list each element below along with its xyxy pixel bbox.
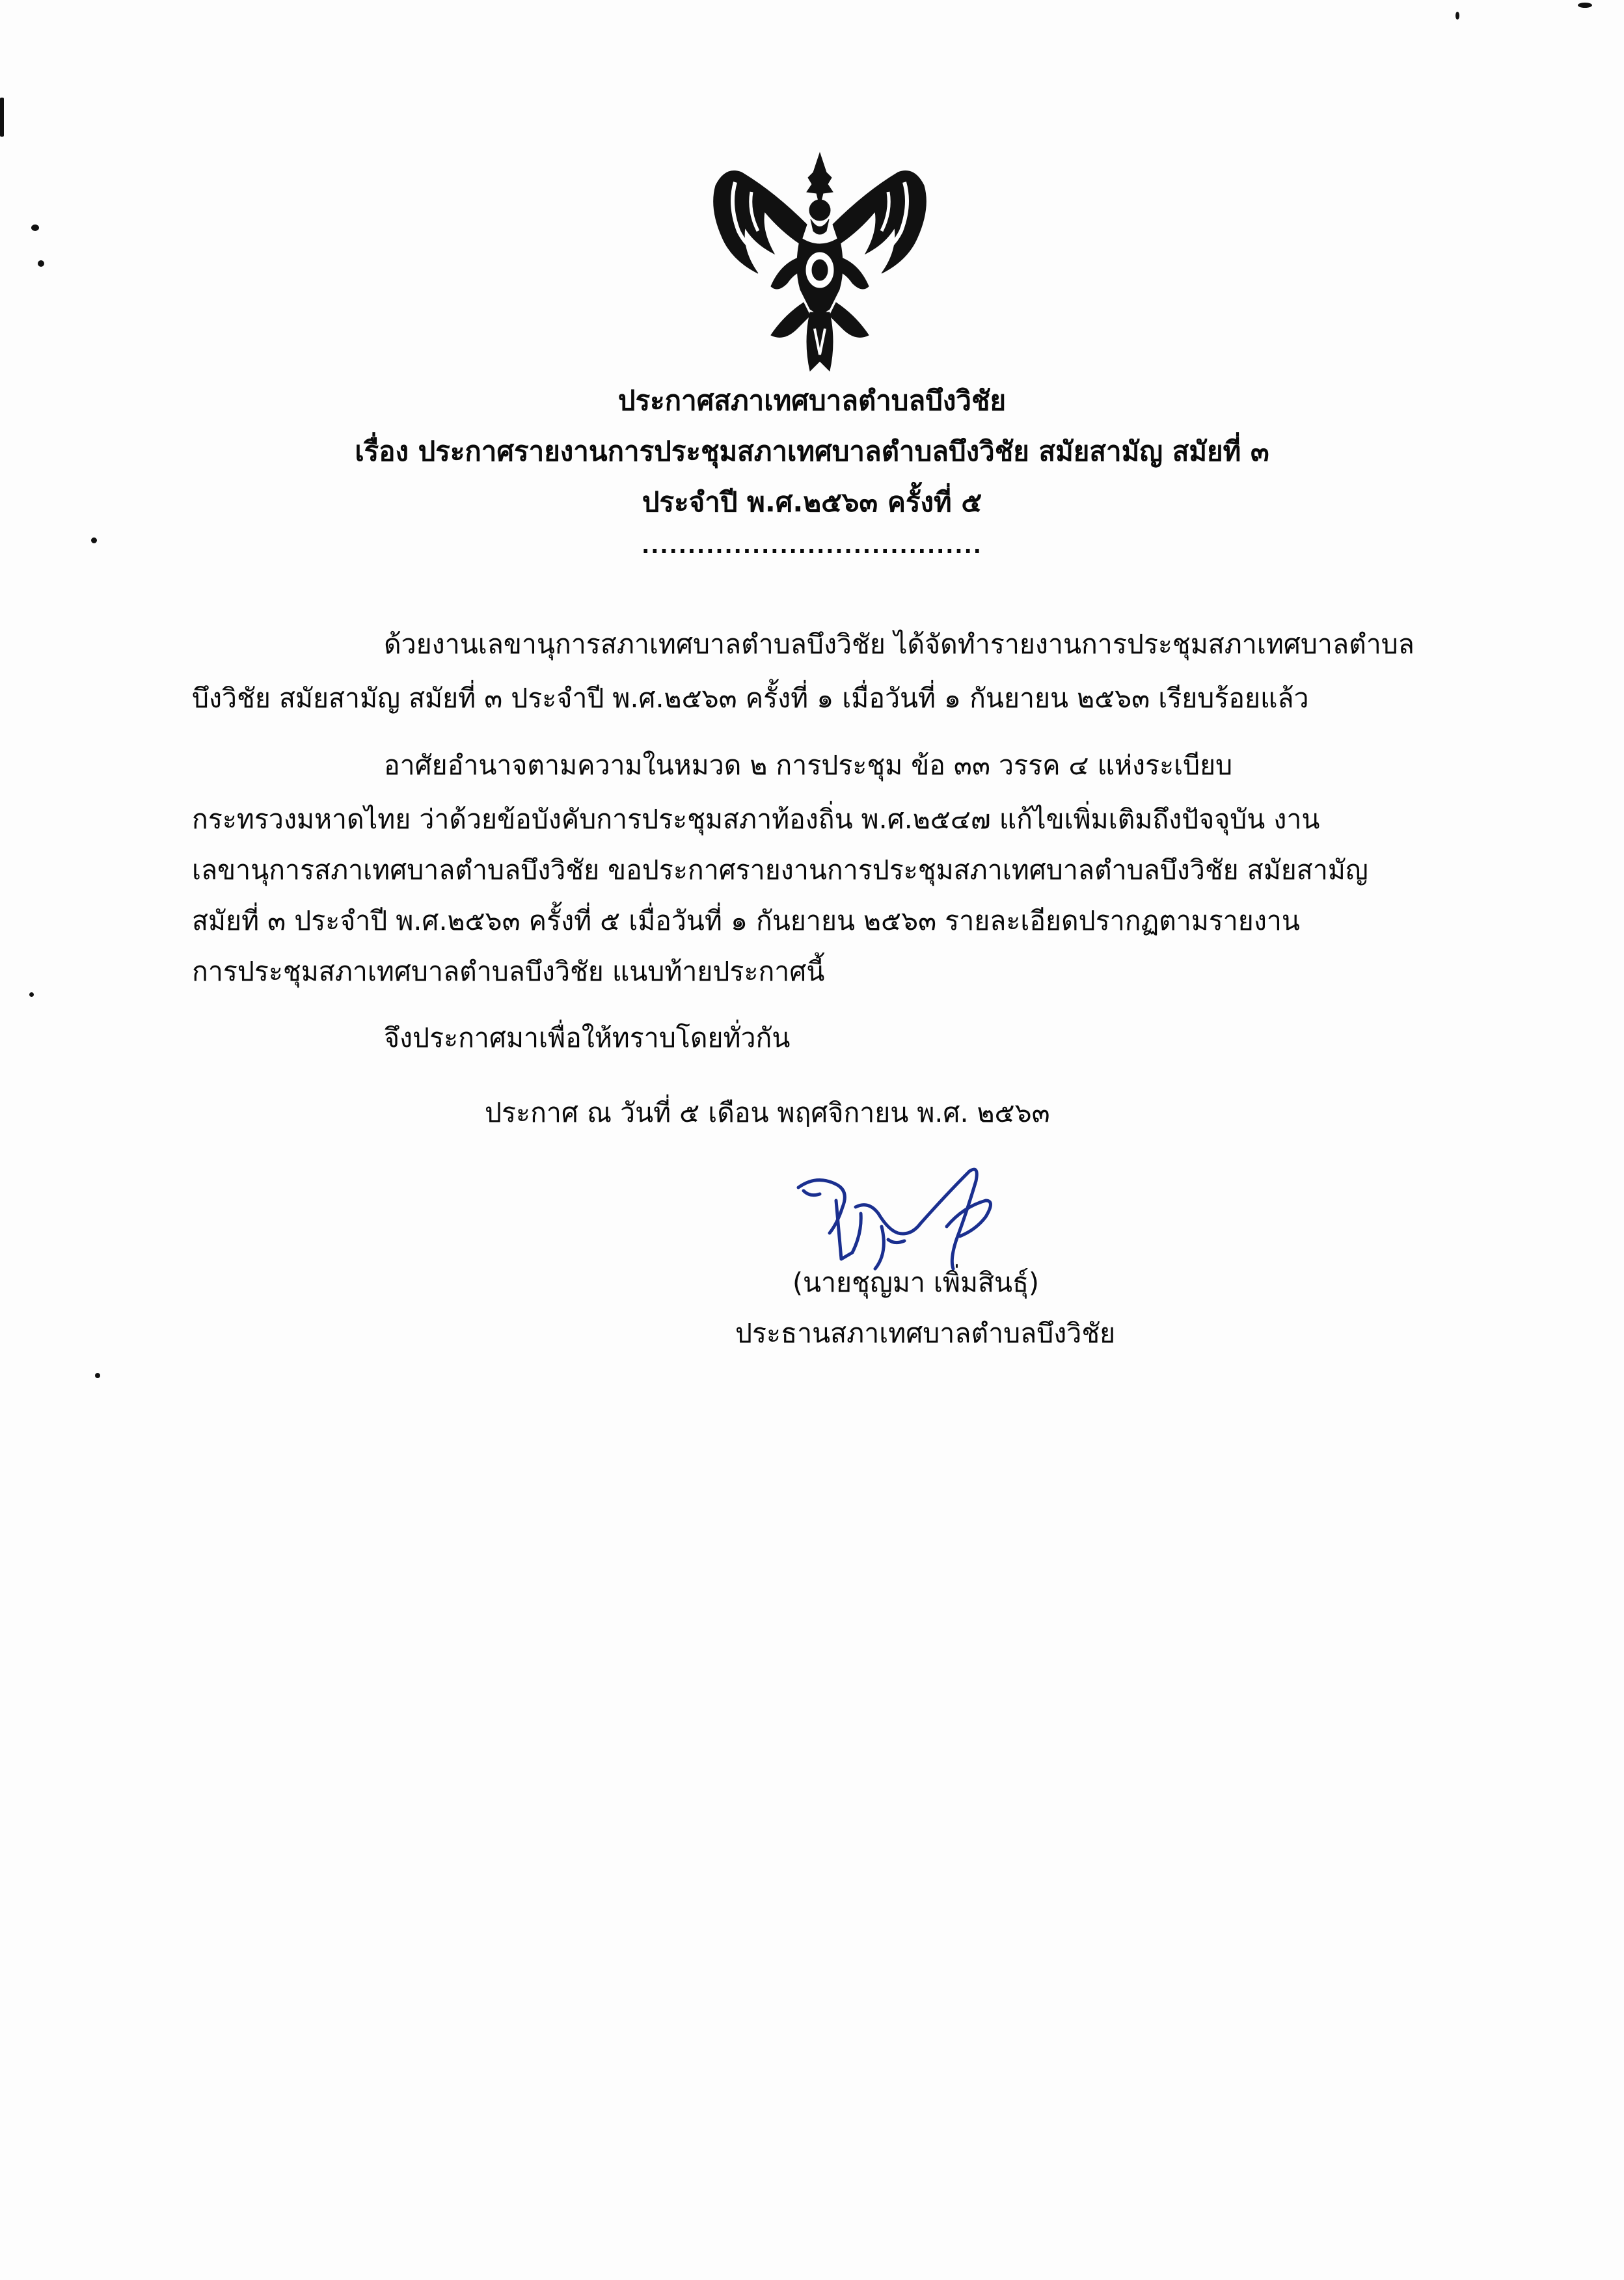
scan-speck	[38, 260, 44, 267]
signatory-name: (นายชุญมา เพิ่มสินธุ์)	[792, 1267, 1040, 1298]
scan-speck	[91, 537, 97, 543]
announcement-date: ประกาศ ณ วันที่ ๕ เดือน พฤศจิกายน พ.ศ. ๒๕๖๓	[485, 1097, 1050, 1128]
scan-speck	[1455, 12, 1459, 20]
title-divider: .....................................	[642, 534, 982, 558]
paragraph-2-line-2: กระทรวงมหาดไทย ว่าด้วยข้อบังคับการประชุมสภาท้องถิ่น พ.ศ.๒๕๔๗ แก้ไขเพิ่มเติมถึงปัจจุบัน งาน	[192, 804, 1320, 835]
announcement-title: ประกาศสภาเทศบาลตำบลบึงวิชัย	[617, 385, 1007, 416]
scan-speck	[95, 1373, 100, 1378]
paragraph-1-line-1: ด้วยงานเลขานุการสภาเทศบาลตำบลบึงวิชัย ได้จัดทำรายงานการประชุมสภาเทศบาลตำบล	[384, 629, 1414, 660]
announcement-session: ประจำปี พ.ศ.๒๕๖๓ ครั้งที่ ๕	[642, 486, 982, 518]
scan-speck	[29, 992, 34, 997]
scan-speck	[1578, 3, 1592, 8]
scan-speck	[31, 224, 39, 231]
announcement-subject: เรื่อง ประกาศรายงานการประชุมสภาเทศบาลตำบลบึงวิชัย สมัยสามัญ สมัยที่ ๓	[355, 435, 1269, 467]
signatory-position: ประธานสภาเทศบาลตำบลบึงวิชัย	[735, 1318, 1116, 1349]
paragraph-2-line-5: การประชุมสภาเทศบาลตำบลบึงวิชัย แนบท้ายประกาศนี้	[192, 956, 825, 987]
paragraph-2-line-4: สมัยที่ ๓ ประจำปี พ.ศ.๒๕๖๓ ครั้งที่ ๕ เมื่อวันที่ ๑ กันยายน ๒๕๖๓ รายละเอียดปรากฏตามรายงาน	[192, 905, 1300, 936]
garuda-emblem-icon	[696, 146, 943, 377]
paragraph-2-line-1: อาศัยอำนาจตามความในหมวด ๒ การประชุม ข้อ ๓๓ วรรค ๔ แห่งระเบียบ	[384, 750, 1233, 781]
signature-image	[791, 1161, 1005, 1279]
scan-speck	[0, 98, 4, 137]
paragraph-1-line-2: บึงวิชัย สมัยสามัญ สมัยที่ ๓ ประจำปี พ.ศ.๒๕๖๓ ครั้งที่ ๑ เมื่อวันที่ ๑ กันยายน ๒๕๖๓ เรียบร้อยแล้ว	[192, 683, 1309, 714]
closing-statement: จึงประกาศมาเพื่อให้ทราบโดยทั่วกัน	[384, 1022, 791, 1053]
paragraph-2-line-3: เลขานุการสภาเทศบาลตำบลบึงวิชัย ขอประกาศรายงานการประชุมสภาเทศบาลตำบลบึงวิชัย สมัยสามัญ	[192, 854, 1368, 886]
